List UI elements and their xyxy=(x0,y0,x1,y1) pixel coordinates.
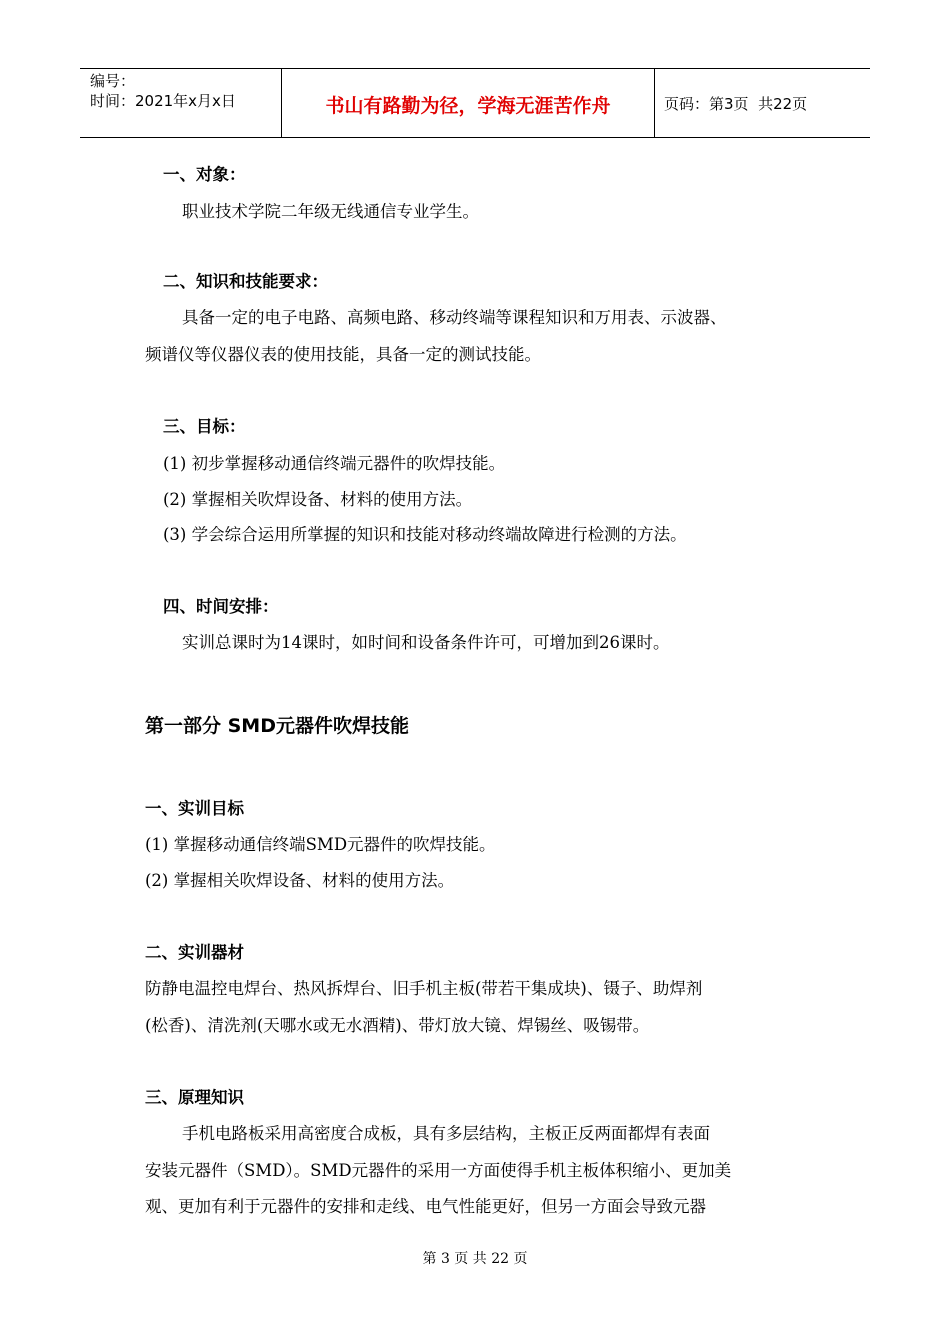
page-footer: 第 3 页 共 22 页 xyxy=(422,1251,528,1267)
paragraph: (松香)、清洗剂(天哪水或无水酒精)、带灯放大镜、焊锡丝、吸锡带。 xyxy=(145,1016,650,1035)
header-time: 时间：2021年x月x日 xyxy=(90,92,236,110)
paragraph: 实训总课时为14课时，如时间和设备条件许可，可增加到26课时。 xyxy=(182,633,670,652)
section-title: 四、时间安排： xyxy=(163,597,279,616)
section-title: 三、原理知识 xyxy=(145,1088,244,1107)
section-title: 三、目标： xyxy=(163,417,246,436)
list-item: (1) 掌握移动通信终端SMD元器件的吹焊技能。 xyxy=(145,835,496,854)
list-item: (3) 学会综合运用所掌握的知识和技能对移动终端故障进行检测的方法。 xyxy=(163,525,687,544)
page-header xyxy=(80,68,870,138)
paragraph: 观、更加有利于元器件的安排和走线、电气性能更好，但另一方面会导致元器 xyxy=(145,1197,706,1216)
section-title: 一、实训目标 xyxy=(145,799,244,818)
paragraph: 职业技术学院二年级无线通信专业学生。 xyxy=(182,202,479,221)
header-motto: 书山有路勤为径，学海无涯苦作舟 xyxy=(325,95,611,117)
list-item: (2) 掌握相关吹焊设备、材料的使用方法。 xyxy=(145,871,455,890)
paragraph: 手机电路板采用高密度合成板，具有多层结构，主板正反两面都焊有表面 xyxy=(182,1124,710,1143)
paragraph: 频谱仪等仪器仪表的使用技能，具备一定的测试技能。 xyxy=(145,345,541,364)
section-title: 一、对象： xyxy=(163,165,246,184)
paragraph: 防静电温控电焊台、热风拆焊台、旧手机主板(带若干集成块)、镊子、助焊剂 xyxy=(145,979,703,998)
section-title: 二、知识和技能要求： xyxy=(163,272,328,291)
list-item: (1) 初步掌握移动通信终端元器件的吹焊技能。 xyxy=(163,454,506,473)
header-divider xyxy=(654,69,655,137)
header-page-number: 页码：第3页 共22页 xyxy=(664,95,808,113)
list-item: (2) 掌握相关吹焊设备、材料的使用方法。 xyxy=(163,490,473,509)
header-number: 编号： xyxy=(90,72,136,90)
paragraph: 具备一定的电子电路、高频电路、移动终端等课程知识和万用表、示波器、 xyxy=(182,308,727,327)
paragraph: 安装元器件（SMD）。SMD元器件的采用一方面使得手机主板体积缩小、更加美 xyxy=(145,1161,732,1180)
header-info xyxy=(90,71,236,111)
part-title: 第一部分 SMD元器件吹焊技能 xyxy=(145,715,409,737)
section-title: 二、实训器材 xyxy=(145,943,244,962)
